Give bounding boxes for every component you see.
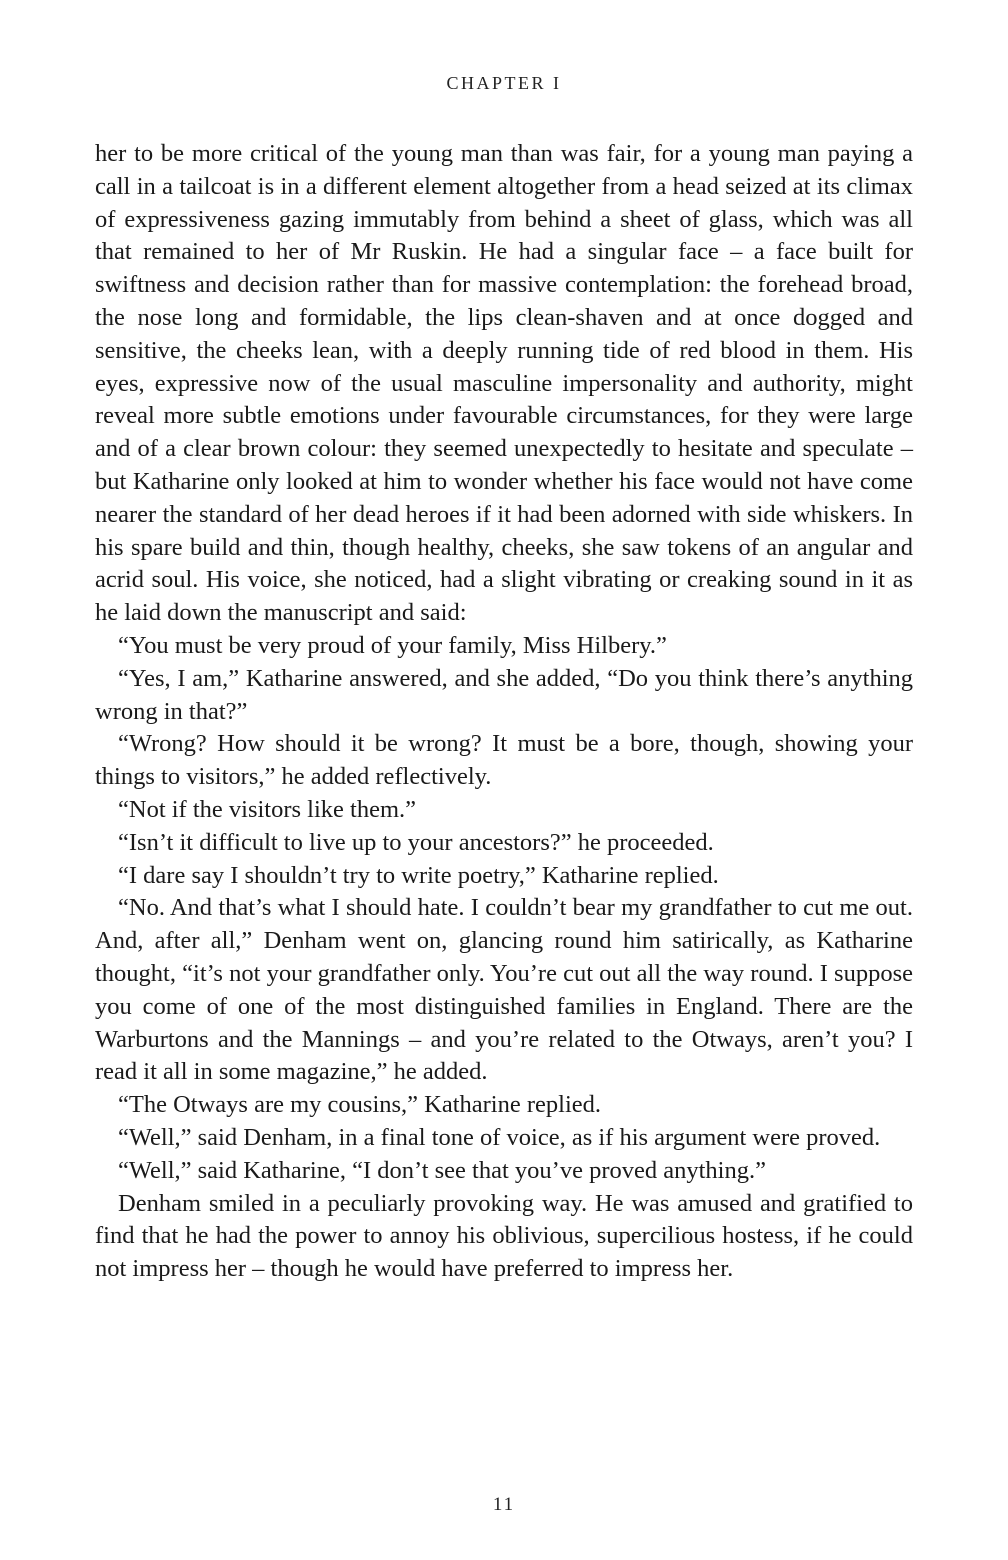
page-number: 11 <box>492 1494 516 1515</box>
paragraph: Denham smiled in a peculiarly provoking way. He was amused and gratified to find that he had the power to annoy his oblivious, supercilious hostess, if he could not impress her – though he would have preferred to impress her. <box>95 1189 913 1283</box>
paragraph: “Well,” said Denham, in a final tone of voice, as if his argument were proved. <box>118 1123 881 1151</box>
body-text <box>95 138 913 1286</box>
paragraph: “You must be very proud of your family, Miss Hilbery.” <box>118 631 667 659</box>
paragraph: “The Otways are my cousins,” Katharine replied. <box>118 1091 602 1119</box>
paragraph: “Isn’t it difficult to live up to your ancestors?” he proceeded. <box>118 828 714 856</box>
paragraph: “No. And that’s what I should hate. I couldn’t bear my grandfather to cut me out. And, after all,” Denham went on, glancing round him satirically, as Katharine thought, “it’s not your grandfather only. You’re cut out all the way round. I suppose you come of one of the most distinguished families in England. There are the Warburtons and the Mannings – and you’re related to the Otways, aren’t you? I read it all in some magazine,” he added. <box>95 894 913 1086</box>
paragraph: “Not if the visitors like them.” <box>118 795 417 823</box>
running-head: CHAPTER I <box>446 73 562 93</box>
paragraph: “Wrong? How should it be wrong? It must be a bore, though, showing your things to visitors,” he added reflectively. <box>95 730 913 791</box>
paragraph: her to be more critical of the young man than was fair, for a young man paying a call in a tailcoat is in a different element altogether from a head seized at its climax of expressiveness gazing immutably from behind a sheet of glass, which was all that remained to her of Mr Ruskin. He had a singular face – a face built for swiftness and decision rather than for massive contemplation: the forehead broad, the nose long and formidable, the lips clean-shaven and at once dogged and sensitive, the cheeks lean, with a deeply running tide of red blood in them. His eyes, expressive now of the usual masculine impersonality and authority, might reveal more subtle emotions under favourable circumstances, for they were large and of a clear brown colour: they seemed unexpectedly to hesitate and speculate – but Katharine only looked at him to wonder whether his face would not have come nearer the standard of her dead heroes if it had been adorned with side whiskers. In his spare build and thin, though healthy, cheeks, she saw tokens of an angular and acrid soul. His voice, she noticed, had a slight vibrating or creaking sound in it as he laid down the manuscript and said: <box>95 140 913 627</box>
paragraph: “Yes, I am,” Katharine answered, and she added, “Do you think there’s anything wrong in that?” <box>95 664 913 725</box>
paragraph: “Well,” said Katharine, “I don’t see that you’ve proved anything.” <box>118 1156 766 1184</box>
paragraph: “I dare say I shouldn’t try to write poetry,” Katharine replied. <box>118 861 719 889</box>
